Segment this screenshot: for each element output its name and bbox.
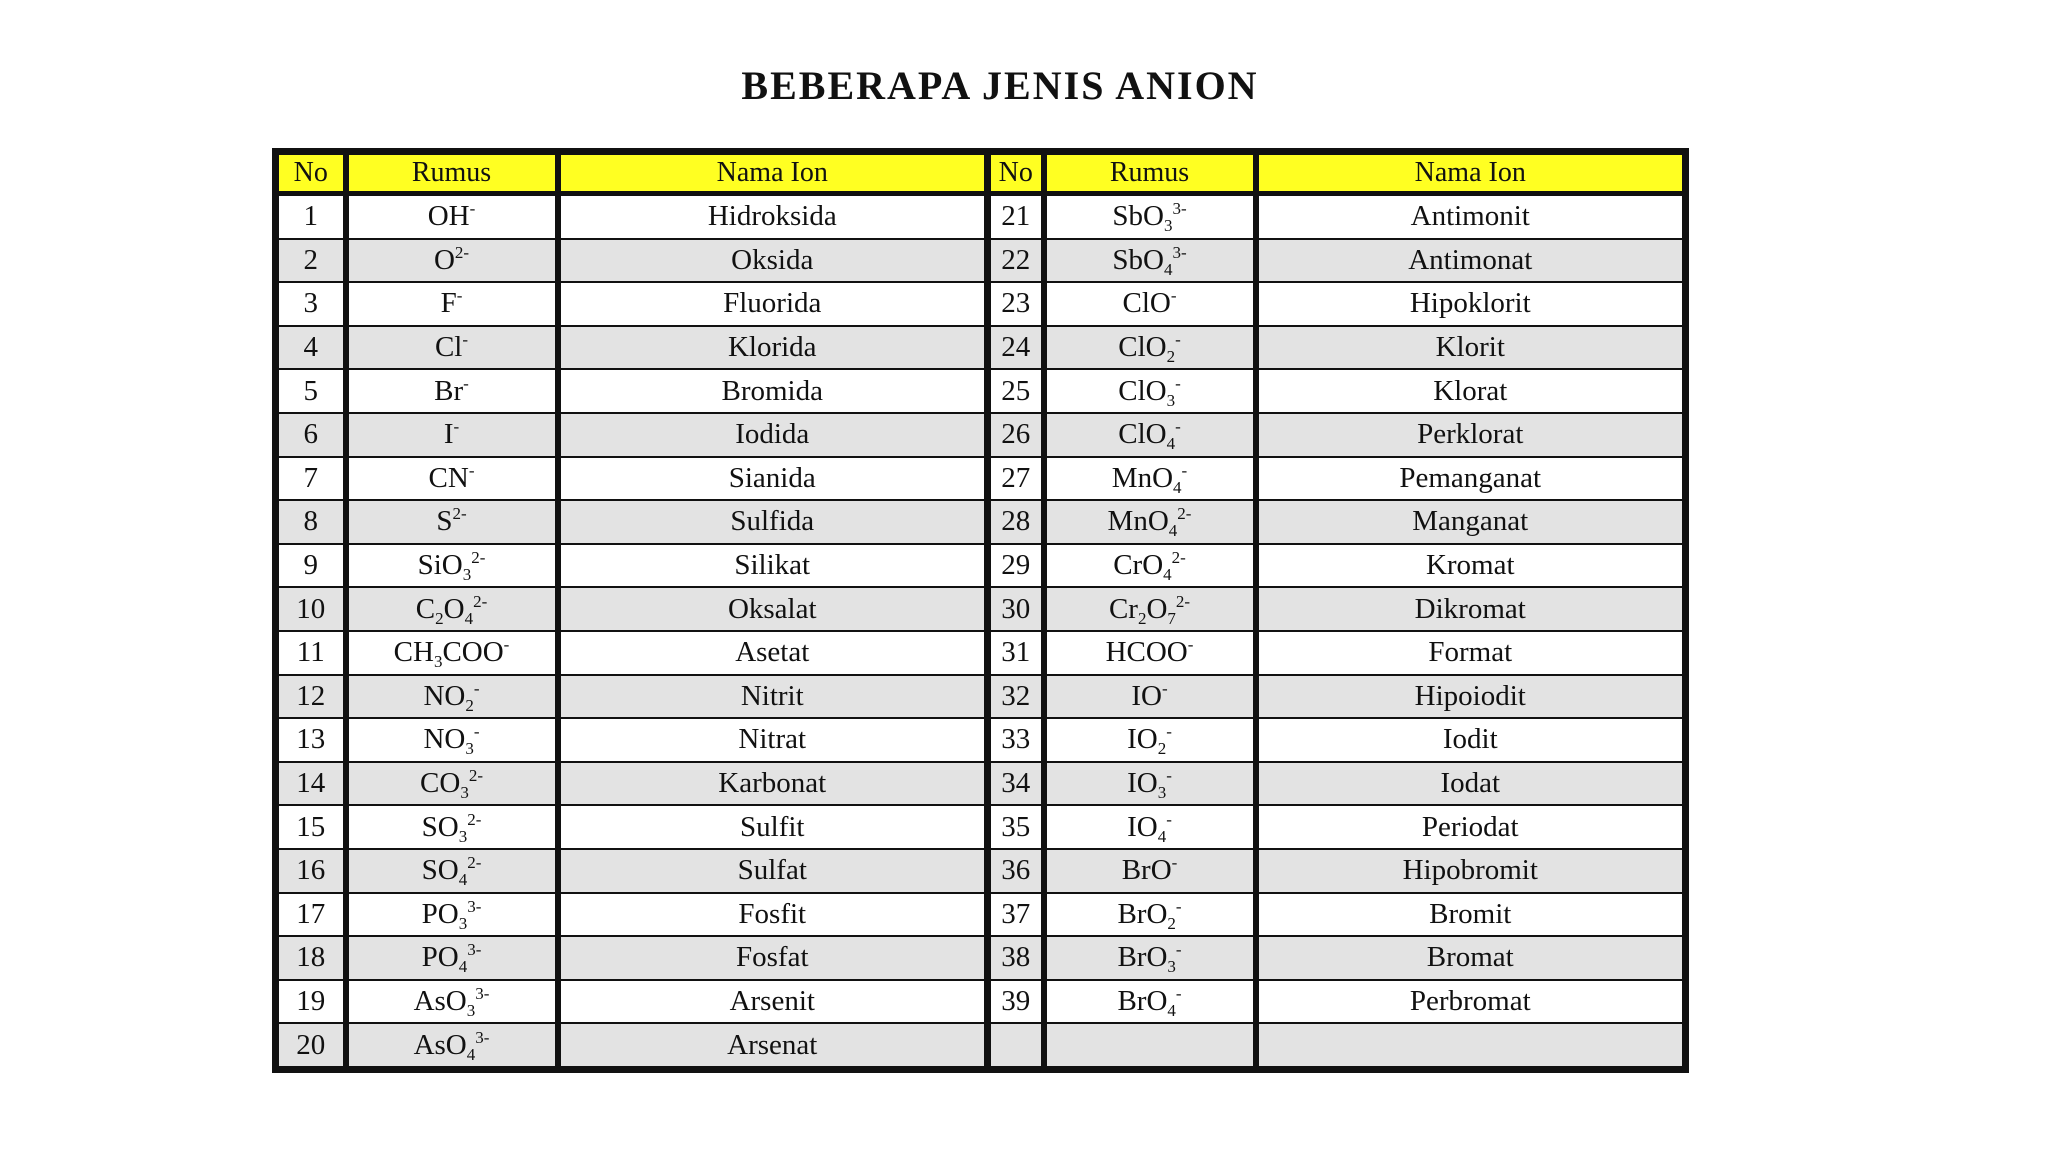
header-no-2: No [988, 152, 1044, 194]
formula-subscript: 3 [466, 1000, 476, 1020]
page-title: BEBERAPA JENIS ANION [741, 63, 1259, 108]
ion-formula [1044, 893, 1256, 937]
formula-charge: - [1175, 983, 1182, 1003]
ion-number: 29 [988, 544, 1044, 588]
ion-name: Format [1256, 631, 1686, 675]
ion-number: 22 [988, 239, 1044, 283]
formula-charge: - [456, 286, 463, 306]
ion-formula [1044, 936, 1256, 980]
formula-base: HCOO [1105, 636, 1188, 669]
formula-base: BrO [1121, 854, 1172, 887]
formula-charge: 2- [467, 809, 482, 829]
formula-base: OH [427, 200, 470, 233]
ion-formula [346, 544, 558, 588]
anion-table [272, 148, 1689, 1073]
ion-formula [346, 282, 558, 326]
table-row [276, 369, 1686, 413]
formula-subscript: 3 [460, 783, 469, 803]
formula-charge: 2- [452, 504, 467, 524]
ion-number: 17 [276, 893, 346, 937]
formula-charge: - [473, 678, 480, 698]
ion-number: 18 [276, 936, 346, 980]
ion-formula [1044, 805, 1256, 849]
ion-name [1256, 1023, 1686, 1069]
ion-number: 28 [988, 500, 1044, 544]
ion-number: 6 [276, 413, 346, 457]
table-body [276, 194, 1686, 1070]
ion-name: Bromida [558, 369, 988, 413]
formula-charge: - [1181, 460, 1188, 480]
ion-formula [346, 369, 558, 413]
header-nama-ion-2: Nama Ion [1256, 152, 1686, 194]
ion-formula [1044, 1023, 1256, 1069]
ion-formula [346, 239, 558, 283]
formula-base: SiO [417, 549, 463, 582]
formula-subscript: 2 [1166, 347, 1176, 367]
formula-base: ClO [1118, 374, 1167, 407]
formula-base: S [436, 505, 453, 538]
ion-formula [346, 413, 558, 457]
ion-name: Hidroksida [558, 194, 988, 239]
formula-charge: 3- [467, 940, 482, 960]
formula-charge: - [1166, 809, 1172, 829]
formula-base: IO [1127, 723, 1158, 756]
ion-number: 36 [988, 849, 1044, 893]
formula-charge: 2- [1177, 504, 1192, 524]
ion-formula [1044, 369, 1256, 413]
table-row [276, 282, 1686, 326]
table-row [276, 805, 1686, 849]
ion-name: Klorida [558, 326, 988, 370]
formula-base: SO [421, 810, 459, 843]
ion-number [988, 1023, 1044, 1069]
formula-subscript: 4 [458, 870, 468, 890]
formula-subscript: 4 [1166, 434, 1176, 454]
ion-formula [346, 893, 558, 937]
formula-subscript: 2 [1137, 608, 1147, 628]
formula-base: PO [421, 897, 459, 930]
formula-base: Br [434, 374, 464, 407]
formula-charge: - [1166, 722, 1172, 742]
formula-charge: - [1175, 330, 1181, 350]
formula-subscript: 3 [1166, 390, 1176, 410]
formula-charge: - [1171, 853, 1178, 873]
formula-charge: - [1161, 678, 1168, 698]
table-row [276, 936, 1686, 980]
ion-name: Dikromat [1256, 587, 1686, 631]
ion-number: 26 [988, 413, 1044, 457]
table-row [276, 675, 1686, 719]
formula-charge: 2- [1171, 548, 1186, 568]
formula-charge: - [1175, 940, 1182, 960]
header-nama-ion: Nama Ion [558, 152, 988, 194]
ion-name: Antimonit [1256, 194, 1686, 239]
ion-name: Fosfit [558, 893, 988, 937]
formula-charge: 2- [1175, 591, 1191, 611]
formula-subscript: 3 [1157, 783, 1167, 803]
ion-name: Sulfit [558, 805, 988, 849]
ion-name: Iodida [558, 413, 988, 457]
table-row [276, 239, 1686, 283]
formula-subscript: 4 [1173, 477, 1182, 497]
ion-formula [1044, 282, 1256, 326]
ion-name: Perklorat [1256, 413, 1686, 457]
formula-subscript: 3 [1163, 216, 1173, 236]
formula-charge: - [453, 417, 460, 437]
formula-base: O [1146, 592, 1168, 625]
ion-number: 13 [276, 718, 346, 762]
ion-name: Bromit [1256, 893, 1686, 937]
formula-charge: - [1166, 766, 1172, 786]
formula-base: C [415, 592, 436, 625]
formula-base: ClO [1118, 331, 1167, 364]
formula-subscript: 2 [1167, 913, 1176, 933]
ion-number: 15 [276, 805, 346, 849]
ion-name: Kromat [1256, 544, 1686, 588]
ion-formula [346, 936, 558, 980]
ion-name: Sulfat [558, 849, 988, 893]
formula-base: BrO [1117, 897, 1168, 930]
formula-subscript: 3 [458, 826, 468, 846]
formula-base: SbO [1112, 243, 1164, 276]
header-rumus: Rumus [346, 152, 558, 194]
formula-subscript: 3 [465, 739, 474, 759]
table-row [276, 980, 1686, 1024]
ion-name: Hipoklorit [1256, 282, 1686, 326]
formula-subscript: 3 [1167, 957, 1176, 977]
formula-subscript: 7 [1167, 608, 1176, 628]
ion-number: 23 [988, 282, 1044, 326]
ion-name: Oksalat [558, 587, 988, 631]
formula-base: MnO [1111, 461, 1174, 494]
formula-charge: 2- [468, 766, 483, 786]
ion-formula [1044, 980, 1256, 1024]
ion-number: 14 [276, 762, 346, 806]
ion-formula [1044, 762, 1256, 806]
formula-charge: - [1175, 373, 1181, 393]
formula-base: SbO [1112, 200, 1164, 233]
formula-subscript: 4 [458, 957, 468, 977]
formula-base: NO [423, 679, 466, 712]
formula-base: AsO [413, 984, 467, 1017]
formula-base: CN [428, 461, 469, 494]
ion-name: Arsenat [558, 1023, 988, 1069]
ion-formula [346, 762, 558, 806]
ion-formula [346, 980, 558, 1024]
ion-name: Sulfida [558, 500, 988, 544]
ion-number: 7 [276, 457, 346, 501]
ion-formula [1044, 675, 1256, 719]
ion-number: 16 [276, 849, 346, 893]
ion-number: 19 [276, 980, 346, 1024]
formula-charge: 2- [454, 242, 470, 262]
ion-number: 24 [988, 326, 1044, 370]
formula-base: CrO [1113, 549, 1164, 582]
formula-charge: - [1175, 417, 1181, 437]
ion-number: 32 [988, 675, 1044, 719]
ion-formula [1044, 500, 1256, 544]
ion-name: Hipobromit [1256, 849, 1686, 893]
formula-subscript: 4 [1163, 565, 1172, 585]
table-row [276, 1023, 1686, 1069]
formula-subscript: 4 [1167, 1000, 1176, 1020]
ion-formula [346, 194, 558, 239]
ion-name: Fluorida [558, 282, 988, 326]
table-row [276, 457, 1686, 501]
ion-formula [346, 805, 558, 849]
ion-number: 35 [988, 805, 1044, 849]
formula-subscript: 3 [462, 565, 472, 585]
ion-name: Silikat [558, 544, 988, 588]
ion-formula [346, 718, 558, 762]
formula-base: COO [442, 636, 504, 669]
formula-base: ClO [1118, 418, 1167, 451]
ion-formula [346, 587, 558, 631]
formula-charge: 3- [475, 983, 490, 1003]
formula-charge: - [462, 330, 469, 350]
formula-subscript: 4 [466, 1044, 476, 1064]
formula-charge: 2- [473, 591, 488, 611]
formula-charge: - [1175, 896, 1182, 916]
formula-base: NO [423, 723, 466, 756]
header-no: No [276, 152, 346, 194]
ion-name: Nitrit [558, 675, 988, 719]
ion-formula [1044, 457, 1256, 501]
ion-name: Oksida [558, 239, 988, 283]
ion-name: Iodat [1256, 762, 1686, 806]
formula-base: Cl [434, 331, 463, 364]
ion-formula [1044, 631, 1256, 675]
header-rumus-2: Rumus [1044, 152, 1256, 194]
ion-number: 1 [276, 194, 346, 239]
ion-formula [1044, 194, 1256, 239]
formula-base: SO [421, 854, 459, 887]
ion-name: Klorat [1256, 369, 1686, 413]
ion-name: Periodat [1256, 805, 1686, 849]
formula-base: Cr [1108, 592, 1138, 625]
ion-number: 12 [276, 675, 346, 719]
formula-base: BrO [1117, 941, 1168, 974]
formula-base: BrO [1117, 984, 1168, 1017]
ion-number: 34 [988, 762, 1044, 806]
ion-number: 39 [988, 980, 1044, 1024]
table-row [276, 893, 1686, 937]
formula-charge: - [473, 722, 480, 742]
ion-number: 27 [988, 457, 1044, 501]
formula-charge: 2- [471, 548, 486, 568]
ion-name: Perbromat [1256, 980, 1686, 1024]
formula-subscript: 2 [1157, 739, 1167, 759]
ion-number: 5 [276, 369, 346, 413]
table-row [276, 762, 1686, 806]
formula-base: AsO [413, 1028, 467, 1061]
formula-subscript: 4 [1168, 521, 1178, 541]
ion-name: Pemanganat [1256, 457, 1686, 501]
formula-base: CO [420, 767, 461, 800]
ion-formula [346, 457, 558, 501]
table-row [276, 413, 1686, 457]
formula-base: IO [1127, 767, 1158, 800]
ion-number: 10 [276, 587, 346, 631]
ion-formula [1044, 849, 1256, 893]
formula-charge: - [463, 373, 469, 393]
formula-charge: - [468, 460, 475, 480]
formula-charge: - [503, 635, 510, 655]
formula-charge: - [469, 199, 476, 219]
formula-base: F [440, 287, 457, 320]
ion-name: Klorit [1256, 326, 1686, 370]
formula-base: MnO [1107, 505, 1169, 538]
ion-number: 20 [276, 1023, 346, 1069]
ion-name: Nitrat [558, 718, 988, 762]
ion-number: 25 [988, 369, 1044, 413]
formula-subscript: 4 [1163, 259, 1173, 279]
ion-number: 3 [276, 282, 346, 326]
formula-base: ClO [1122, 287, 1171, 320]
ion-number: 2 [276, 239, 346, 283]
formula-subscript: 2 [465, 695, 474, 715]
table-row [276, 194, 1686, 239]
ion-name: Iodit [1256, 718, 1686, 762]
ion-name: Asetat [558, 631, 988, 675]
table-row [276, 587, 1686, 631]
formula-base: O [443, 592, 465, 625]
header-row [276, 152, 1686, 194]
ion-number: 31 [988, 631, 1044, 675]
ion-formula [346, 1023, 558, 1069]
formula-subscript: 4 [1157, 826, 1167, 846]
ion-number: 8 [276, 500, 346, 544]
formula-charge: 3- [1172, 199, 1187, 219]
ion-formula [346, 631, 558, 675]
table-row [276, 500, 1686, 544]
ion-formula [1044, 587, 1256, 631]
formula-base: O [433, 243, 455, 276]
ion-number: 38 [988, 936, 1044, 980]
formula-charge: 3- [475, 1027, 490, 1047]
ion-name: Hipoiodit [1256, 675, 1686, 719]
ion-number: 4 [276, 326, 346, 370]
ion-number: 21 [988, 194, 1044, 239]
ion-number: 11 [276, 631, 346, 675]
formula-subscript: 4 [464, 608, 474, 628]
ion-formula [346, 849, 558, 893]
table-row [276, 849, 1686, 893]
formula-charge: 2- [467, 853, 482, 873]
ion-number: 30 [988, 587, 1044, 631]
formula-base: PO [421, 941, 459, 974]
formula-base: CH [393, 636, 434, 669]
ion-name: Fosfat [558, 936, 988, 980]
table-row [276, 326, 1686, 370]
formula-charge: 3- [1172, 242, 1187, 262]
ion-number: 37 [988, 893, 1044, 937]
ion-number: 9 [276, 544, 346, 588]
ion-number: 33 [988, 718, 1044, 762]
ion-name: Sianida [558, 457, 988, 501]
formula-base: I [443, 418, 454, 451]
ion-formula [346, 326, 558, 370]
table-row [276, 631, 1686, 675]
formula-charge: 3- [467, 896, 482, 916]
formula-charge: - [1187, 635, 1194, 655]
ion-formula [346, 500, 558, 544]
ion-formula [1044, 239, 1256, 283]
ion-formula [1044, 544, 1256, 588]
table-row [276, 718, 1686, 762]
formula-subscript: 3 [458, 913, 468, 933]
formula-charge: - [1170, 286, 1177, 306]
ion-name: Antimonat [1256, 239, 1686, 283]
ion-name: Bromat [1256, 936, 1686, 980]
ion-name: Karbonat [558, 762, 988, 806]
ion-formula [1044, 413, 1256, 457]
ion-formula [346, 675, 558, 719]
formula-subscript: 2 [435, 608, 444, 628]
ion-formula [1044, 718, 1256, 762]
formula-base: IO [1131, 679, 1162, 712]
table-row [276, 544, 1686, 588]
formula-base: IO [1127, 810, 1158, 843]
ion-name: Arsenit [558, 980, 988, 1024]
ion-name: Manganat [1256, 500, 1686, 544]
ion-formula [1044, 326, 1256, 370]
formula-subscript: 3 [433, 652, 443, 672]
